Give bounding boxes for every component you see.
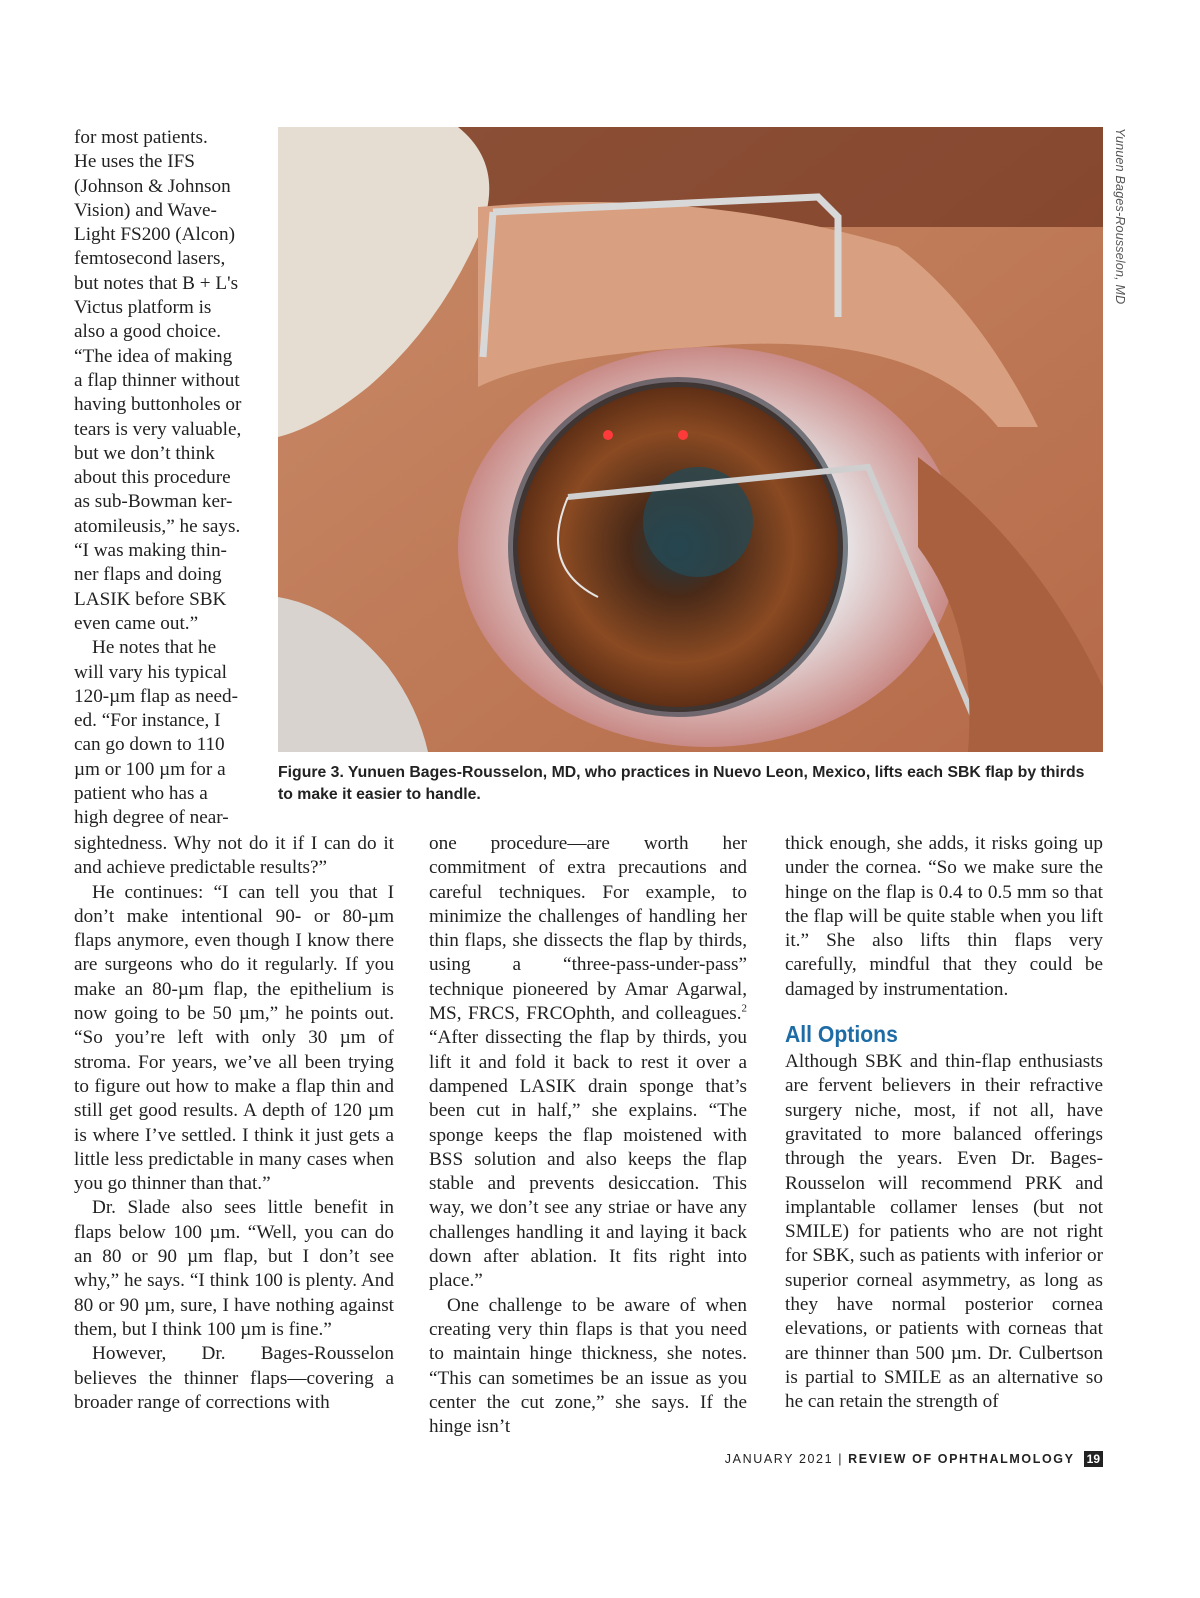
paragraph: One challenge to be aware of when creating very thin flaps is that you need to maintain hinge thickness, she notes. “This can sometimes be an issue as you center the cut zone,” she says. If the hinge isn’t [429,1294,747,1438]
paragraph: Although SBK and thin-flap enthusiasts are fervent believers in their refractive surgery niche, most, if not all, have gravitated to more balanced offerings through the years. Even Dr. Bages-Rousselon will recommend PRK and implantable collamer lenses (but not SMILE) for patients who are not right for SBK, such as patients with inferior or superior corneal asymmetry, as long as they have normal posterior cornea elevations, or patients with corneas that are thinner than 500 µm. Dr. Culbertson is partial to SMILE as an alternative so he can retain the strength of [785,1051,1103,1413]
text-line: can go down to 110 [74,734,225,756]
text-line: “I was making thin- [74,540,227,562]
text-line: about this procedure [74,467,231,489]
text-line: ed. “For instance, I [74,710,221,732]
text-line: for most patients. [74,127,208,148]
text-line: patient who has a [74,783,208,805]
eye-surgery-photo [278,127,1103,752]
text-line: Light FS200 (Alcon) [74,224,235,246]
text-line: Victus platform is [74,297,212,319]
paragraph: sightedness. Why not do it if I can do it and achieve predictable results?” [74,833,394,879]
paragraph [429,832,747,1294]
text-line: LASIK before SBK [74,588,227,610]
text-line: 120-µm flap as need- [74,685,238,707]
text-line: will vary his typical [74,661,227,683]
text-line: He uses the IFS [74,151,195,173]
text-column-1 [74,832,394,1415]
text-line: but we don’t think [74,442,215,464]
text-line: He notes that he [92,637,217,659]
text-line: Vision) and Wave- [74,199,217,221]
photo-credit: Yunuen Bages-Rousselon, MD [1113,128,1127,305]
section-heading: All Options [785,1021,898,1048]
paragraph: However, Dr. Bages-Rousselon believes the thinner flaps—covering a broader range of corrections with [74,1343,394,1413]
text-line: also a good choice. [74,321,222,343]
page-number: 19 [1084,1451,1103,1467]
issue-date: JANUARY 2021 [724,1452,834,1466]
intro-text-column [74,126,270,831]
text-line: atomileusis,” he says. [74,515,241,537]
text-column-2 [429,832,747,1439]
paragraph-text: one procedure—are worth her commitment of extra precautions and careful techniques. For example, to minimize the challenges of handling her thin flaps, she dissects the flap by thirds, using a “three-pass-under-pass” technique pioneered by Amar Agarwal, MS, FRCS, FRCOphth, and colleagues. [429,833,747,1025]
text-line: as sub-Bowman ker- [74,491,233,513]
text-line: having buttonholes or [74,394,242,416]
text-line: a flap thinner without [74,369,240,391]
text-line: ner flaps and doing [74,564,222,586]
paragraph: Dr. Slade also sees little benefit in flaps below 100 µm. “Well, you can do an 80 or 90 µm flap, but I don’t see why,” he says. “I think 100 is plenty. And 80 or 90 µm, sure, I have nothing against them, but I think 100 µm is fine.” [74,1197,394,1340]
text-line: even came out.” [74,612,199,634]
text-line: high degree of near- [74,807,229,829]
paragraph: thick enough, she adds, it risks going up under the cornea. “So we make sure the hinge on the flap is 0.4 to 0.5 mm so that the flap will be quite stable when you lift it.” She also lifts thin flaps very carefully, mindful that they could be damaged by instrumentation. [785,833,1103,1000]
text-line: “The idea of making [74,345,233,367]
reference-superscript: 2 [741,1002,747,1015]
magazine-name: REVIEW OF OPHTHALMOLOGY [848,1452,1075,1466]
paragraph-text: “After dissecting the flap by thirds, you lift it and fold it back to rest it over a dampened LASIK drain sponge that’s been cut in half,” she explains. “The sponge keeps the flap moistened with BSS solution and also keeps the flap stable and prevents desiccation. This way, we don’t see any striae or have any challenges handling it and laying it back down after ablation. It fits right into place.” [429,1027,747,1292]
text-line: (Johnson & Johnson [74,175,231,197]
page-footer [725,1451,1103,1467]
text-line: tears is very valuable, [74,418,242,440]
footer-separator: | [838,1452,844,1466]
text-line: but notes that B + L's [74,272,239,294]
figure-caption: Figure 3. Yunuen Bages-Rousselon, MD, who practices in Nuevo Leon, Mexico, lifts each SBK flap by thirds to make it easier to handle. [278,764,1085,803]
text-column-3 [785,832,1103,1415]
paragraph: He continues: “I can tell you that I don’t make intentional 90- or 80-µm flaps anymore, even though I know there are surgeons who do it regularly. If you make an 80-µm flap, the epithelium is now going to be 50 µm,” he points out. “So you’re left with only 30 µm of stroma. For years, we’ve all been trying to figure out how to make a flap thin and still get good results. A depth of 120 µm is where I’ve settled. I think it just gets a little less predictable in many cases when you go thinner than that.” [74,881,394,1195]
text-line: femtosecond lasers, [74,248,226,270]
text-line: µm or 100 µm for a [74,758,226,780]
